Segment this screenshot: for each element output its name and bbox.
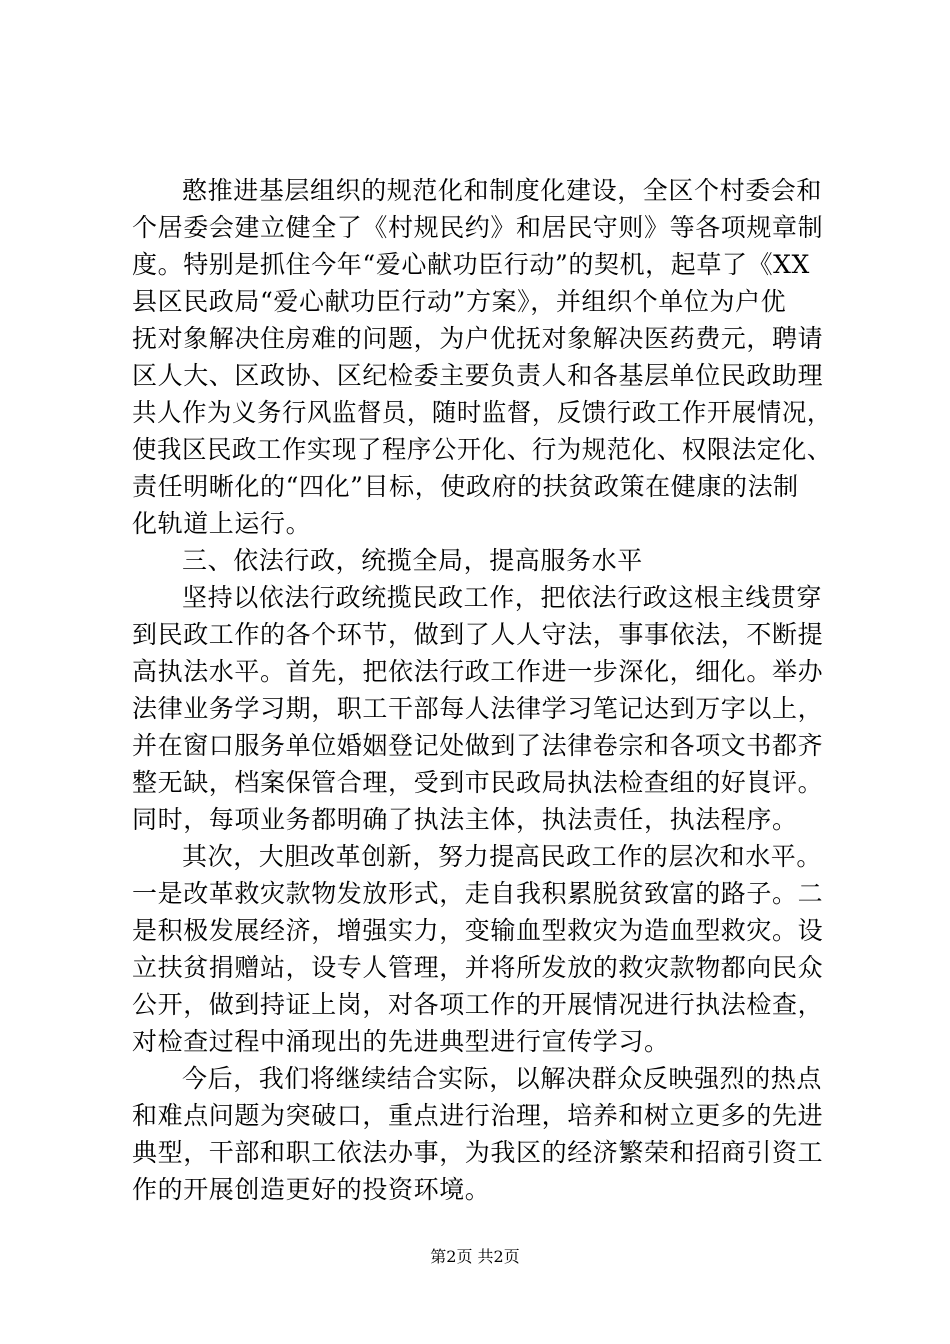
text-line: 高执法水平。首先，把依法行政工作进一步深化，细化。举办 [132, 657, 824, 686]
text-line: 其次，大胆改革创新，努力提高民政工作的层次和水平。 [182, 842, 823, 871]
text-line: 度。特别是抓住今年“爱心献功臣行动”的契机，起草了《XX [132, 250, 810, 279]
text-line: 是积极发展经济，增强实力，变输血型救灾为造血型救灾。设 [132, 916, 824, 945]
text-line: 公开，做到持证上岗，对各项工作的开展情况进行执法检查， [132, 990, 824, 1019]
text-line: 县区民政局“爱心献功臣行动”方案》，并组织个单位为户优 [132, 287, 787, 316]
document-body [132, 172, 832, 1208]
text-line: 坚持以依法行政统揽民政工作，把依法行政这根主线贯穿 [182, 583, 823, 612]
text-line: 对检查过程中涌现出的先进典型进行宣传学习。 [132, 1027, 670, 1056]
text-line: 作的开展创造更好的投资环境。 [132, 1175, 491, 1204]
text-line: 法律业务学习期，职工干部每人法律学习笔记达到万字以上， [132, 694, 824, 723]
text-line: 区人大、区政协、区纪检委主要负责人和各基层单位民政助理 [132, 361, 824, 390]
text-line: 和难点问题为突破口，重点进行治理，培养和树立更多的先进 [132, 1101, 824, 1130]
page-number-footer: 第2页 共2页 [430, 1247, 520, 1266]
text-line: 并在窗口服务单位婚姻登记处做到了法律卷宗和各项文书都齐 [132, 731, 824, 760]
text-line: 憨推进基层组织的规范化和制度化建设，全区个村委会和 [182, 176, 823, 205]
text-line: 整无缺，档案保管合理，受到市民政局执法检查组的好峎评。 [132, 768, 824, 797]
text-line: 今后，我们将继续结合实际，以解决群众反映强烈的热点 [182, 1064, 823, 1093]
text-line: 责任明晰化的“四化”目标，使政府的扶贫政策在健康的法制 [132, 472, 799, 501]
text-line: 立扶贫捐赠站，设专人管理，并将所发放的救灾款物都向民众 [132, 953, 824, 982]
text-line: 三、依法行政，统揽全局，提高服务水平 [182, 546, 643, 575]
text-line: 同时，每项业务都明确了执法主体，执法责任，执法程序。 [132, 805, 798, 834]
text-line: 共人作为义务行风监督员，随时监督，反馈行政工作开展情况， [132, 398, 832, 427]
text-line: 使我区民政工作实现了程序公开化、行为规范化、权限法定化、 [132, 435, 832, 464]
text-line: 典型，干部和职工依法办事，为我区的经济繁荣和招商引资工 [132, 1138, 824, 1167]
text-line: 抚对象解决住房难的问题，为户优抚对象解决医药费元，聘请 [132, 324, 824, 353]
text-line: 到民政工作的各个环节，做到了人人守法，事事依法，不断提 [132, 620, 824, 649]
text-line: 个居委会建立健全了《村规民约》和居民守则》等各项规章制 [132, 213, 824, 242]
text-line: 化轨道上运行。 [132, 509, 312, 538]
text-line: 一是改革救灾款物发放形式，走自我积累脱贫致富的路子。二 [132, 879, 824, 908]
